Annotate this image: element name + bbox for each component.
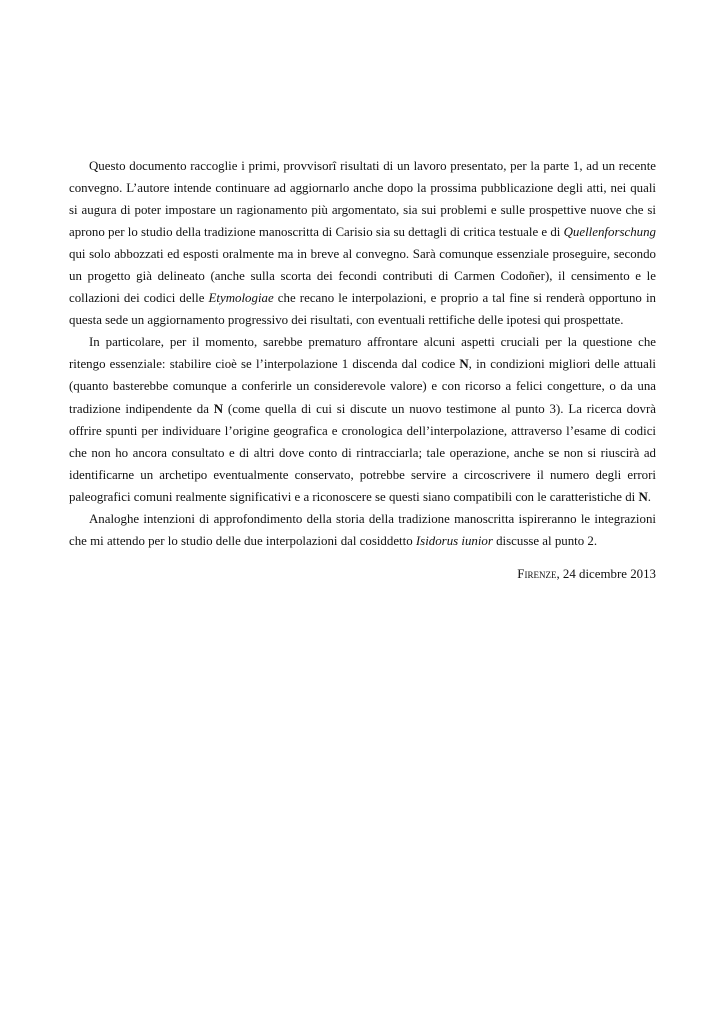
text-run: che recano le interpolazioni, e proprio a tal fine si renderà opportuno in questa sede un aggiornamento progressivo dei risultati, con eventuali rettifiche delle ipotesi qui prospettate. bbox=[69, 291, 656, 328]
italic-term: Etymologiae bbox=[208, 291, 274, 306]
paragraph-1 bbox=[69, 155, 656, 331]
italic-term: Isidorus iunior bbox=[415, 533, 493, 548]
italic-term: Quellenforschung bbox=[563, 225, 656, 240]
text-run: . bbox=[647, 489, 652, 504]
text-run: discusse al punto 2. bbox=[492, 533, 598, 548]
signature-line bbox=[517, 564, 656, 584]
text-run: In particolare, per il momento, sarebbe prematuro affrontare alcuni aspetti cruciali per la questione che ritengo essenziale: stabilire cioè se l’interpolazione 1 discenda dal codice bbox=[69, 335, 656, 372]
bold-siglum: N bbox=[459, 357, 469, 372]
bold-siglum: N bbox=[638, 489, 648, 504]
paragraph-2 bbox=[69, 331, 656, 507]
paragraph-3 bbox=[69, 508, 656, 552]
text-run: (come quella di cui si discute un nuovo testimone al punto 3). La ricerca dovrà offrire spunti per individuare l’origine geografica e cronologica dell’interpolazione, attraverso l’esame di codici che non ho ancora consultato e di altri dove conto di rintracciarla; tale operazione, anche se non si riuscirà ad identificarne un archetipo eventualmente conservato, potrebbe servire a circoscrivere il numero degli errori paleografici comuni realmente significativi e a riconoscere se questi siano compatibili con le caratteristiche di bbox=[69, 401, 657, 504]
signature-date: , 24 dicembre 2013 bbox=[556, 567, 656, 581]
text-run: qui solo abbozzati ed esposti oralmente ma in breve al convegno. Sarà comunque essenziale proseguire, secondo un progetto già delineato (anche sulla scorta dei fecondi contributi di Carmen Codoñer), il censimento e le collazioni dei codici delle bbox=[69, 247, 656, 306]
text-run: , in condizioni migliori delle attuali (quanto basterebbe comunque a conferirle un considerevole valore) e con ricorso a felici congetture, o da una tradizione indipendente da bbox=[69, 357, 657, 416]
signature-place: Firenze bbox=[517, 567, 557, 581]
text-run: Analoghe intenzioni di approfondimento della storia della tradizione manoscritta ispireranno le integrazioni che mi attendo per lo studio delle due interpolazioni dal cosiddetto bbox=[69, 511, 656, 548]
text-run: Questo documento raccoglie i primi, provvisorî risultati di un lavoro presentato, per la parte 1, ad un recente convegno. L’autore intende continuare ad aggiornarlo anche dopo la prossima pubblicazione degli atti, nei quali si augura di poter impostare un ragionamento più argomentato, sia sui problemi e sulle prospettive nuove che si aprono per lo studio della tradizione manoscritta di Carisio sia su dettagli di critica testuale e di bbox=[69, 159, 656, 240]
body-text bbox=[69, 155, 656, 552]
bold-siglum: N bbox=[213, 401, 224, 416]
